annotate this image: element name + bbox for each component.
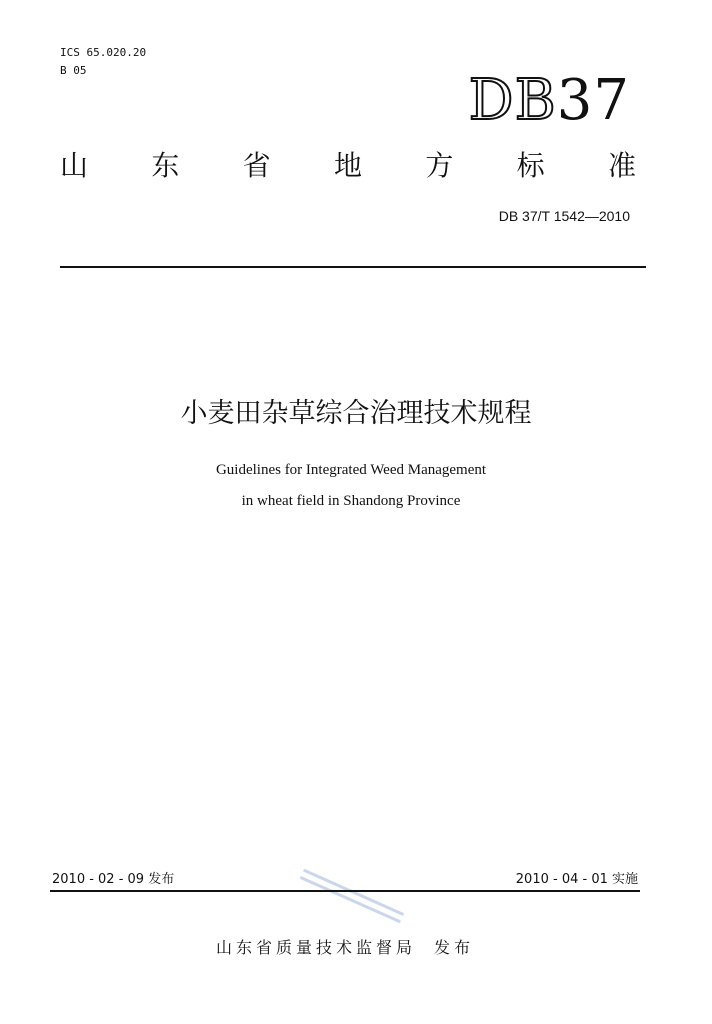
standard-type-char: 准	[607, 149, 636, 182]
standard-type-char: 标	[516, 149, 545, 182]
document-title-chinese: 小麦田杂草综合治理技术规程	[180, 398, 532, 429]
standard-type-heading	[60, 144, 636, 188]
ics-code: ICS 65.020.20	[60, 46, 147, 59]
standard-type-char: 东	[151, 149, 180, 182]
top-divider	[60, 266, 646, 268]
db37-logo	[469, 66, 630, 136]
standard-number: DB 37/T 1542—2010	[498, 208, 630, 224]
publish-action: 发布	[434, 938, 475, 957]
logo-solid-digits: 37	[556, 68, 630, 133]
standard-type-char: 省	[242, 149, 271, 182]
bottom-divider	[50, 890, 640, 892]
classification-codes	[60, 44, 146, 80]
logo-outline-letters: DB	[468, 68, 557, 133]
implementation-date: 2010 - 04 - 01 实施	[515, 872, 638, 887]
document-title-english	[0, 455, 702, 517]
publisher-org: 山东省质量技术监督局	[215, 938, 416, 957]
english-title-line-1: Guidelines for Integrated Weed Management	[215, 462, 487, 478]
ccs-code: B 05	[60, 64, 87, 77]
publisher-line	[0, 935, 690, 961]
standard-type-char: 方	[425, 149, 454, 182]
standard-type-char: 山	[60, 149, 89, 182]
english-title-line-2: in wheat field in Shandong Province	[241, 493, 461, 509]
issue-date: 2010 - 02 - 09 发布	[52, 872, 175, 887]
standard-type-char: 地	[333, 149, 362, 182]
